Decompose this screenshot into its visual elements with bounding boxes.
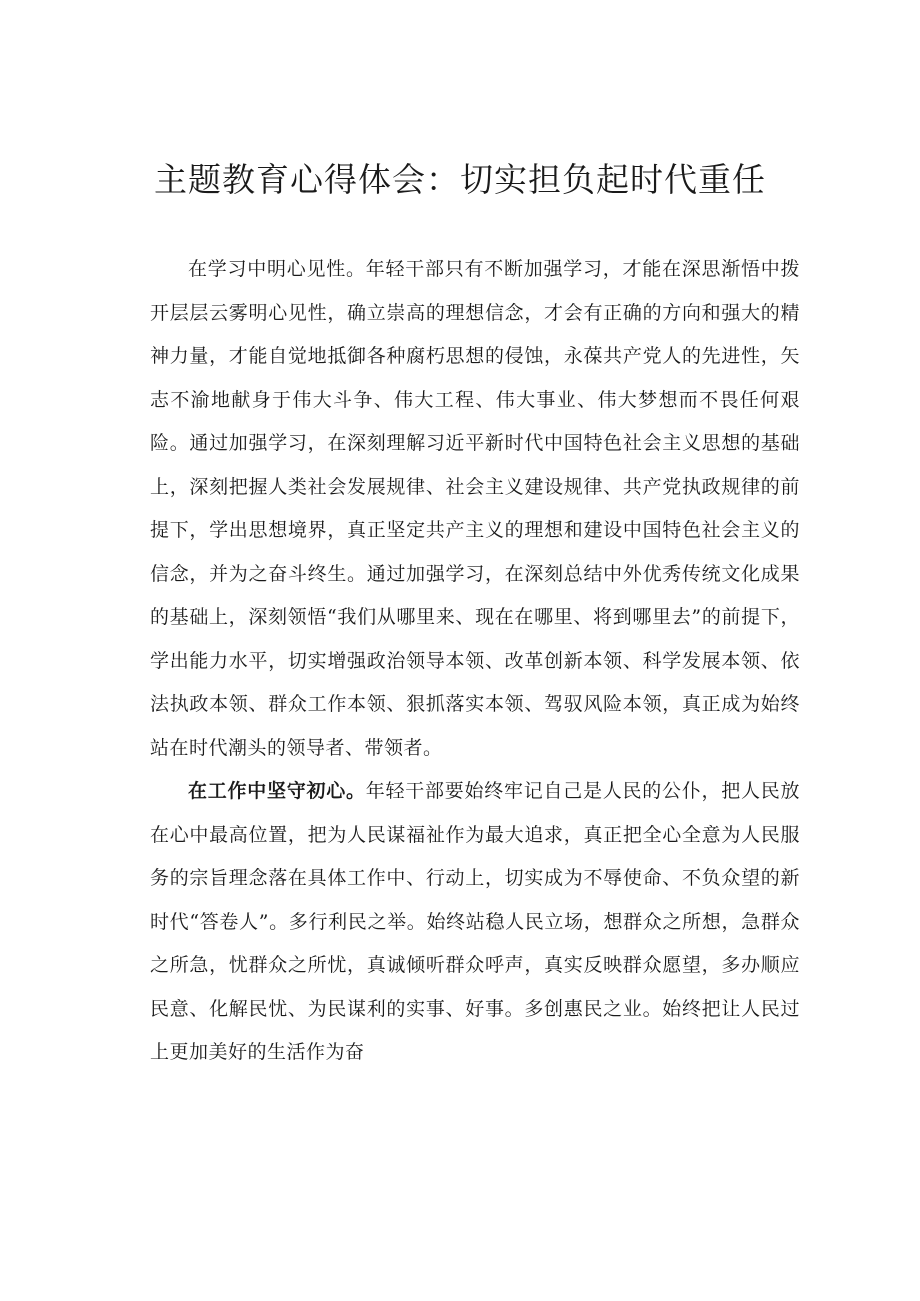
paragraph-work: [150, 770, 800, 1075]
document-title: 主题教育心得体会：切实担负起时代重任: [154, 160, 766, 199]
paragraph-text: 年轻干部只有不断加强学习，才能在深思渐悟中拨开层层云雾明心见性，确立崇高的理想信念，才会有正确的方向和强大的精神力量，才能自觉地抵御各种腐朽思想的侵蚀，永葆共产党人的先进性，矢志不渝地献身于伟大斗争、伟大工程、伟大事业、伟大梦想而不畏任何艰险。通过加强学习，在深刻理解习近平新时代中国特色社会主义思想的基础上，深刻把握人类社会发展规律、社会主义建设规律、共产党执政规律的前提下，学出思想境界，真正坚定共产主义的理想和建设中国特色社会主义的信念，并为之奋斗终生。通过加强学习，在深刻总结中外优秀传统文化成果的基础上，深刻领悟“我们从哪里来、现在在哪里、将到哪里去”的前提下，学出能力水平，切实增强政治领导本领、改革创新本领、科学发展本领、依法执政本领、群众工作本领、狠抓落实本领、驾驭风险本领，真正成为始终站在时代潮头的领导者、带领者。: [150, 258, 800, 759]
paragraph-text: 年轻干部要始终牢记自己是人民的公仆，把人民放在心中最高位置，把为人民谋福祉作为最大追求，真正把全心全意为人民服务的宗旨理念落在具体工作中、行动上，切实成为不辱使命、不负众望的新时代“答卷人”。多行利民之举。始终站稳人民立场，想群众之所想，急群众之所急，忧群众之所忧，真诚倾听群众呼声，真实反映群众愿望，多办顺应民意、化解民忧、为民谋利的实事、好事。多创惠民之业。始终把让人民过上更加美好的生活作为奋: [150, 780, 800, 1063]
paragraph-lead-bold: 在工作中坚守初心。: [188, 780, 366, 802]
paragraph-lead: 在学习中明心见性。: [188, 258, 366, 280]
paragraph-study: [150, 248, 800, 770]
document-body: [150, 248, 800, 1075]
